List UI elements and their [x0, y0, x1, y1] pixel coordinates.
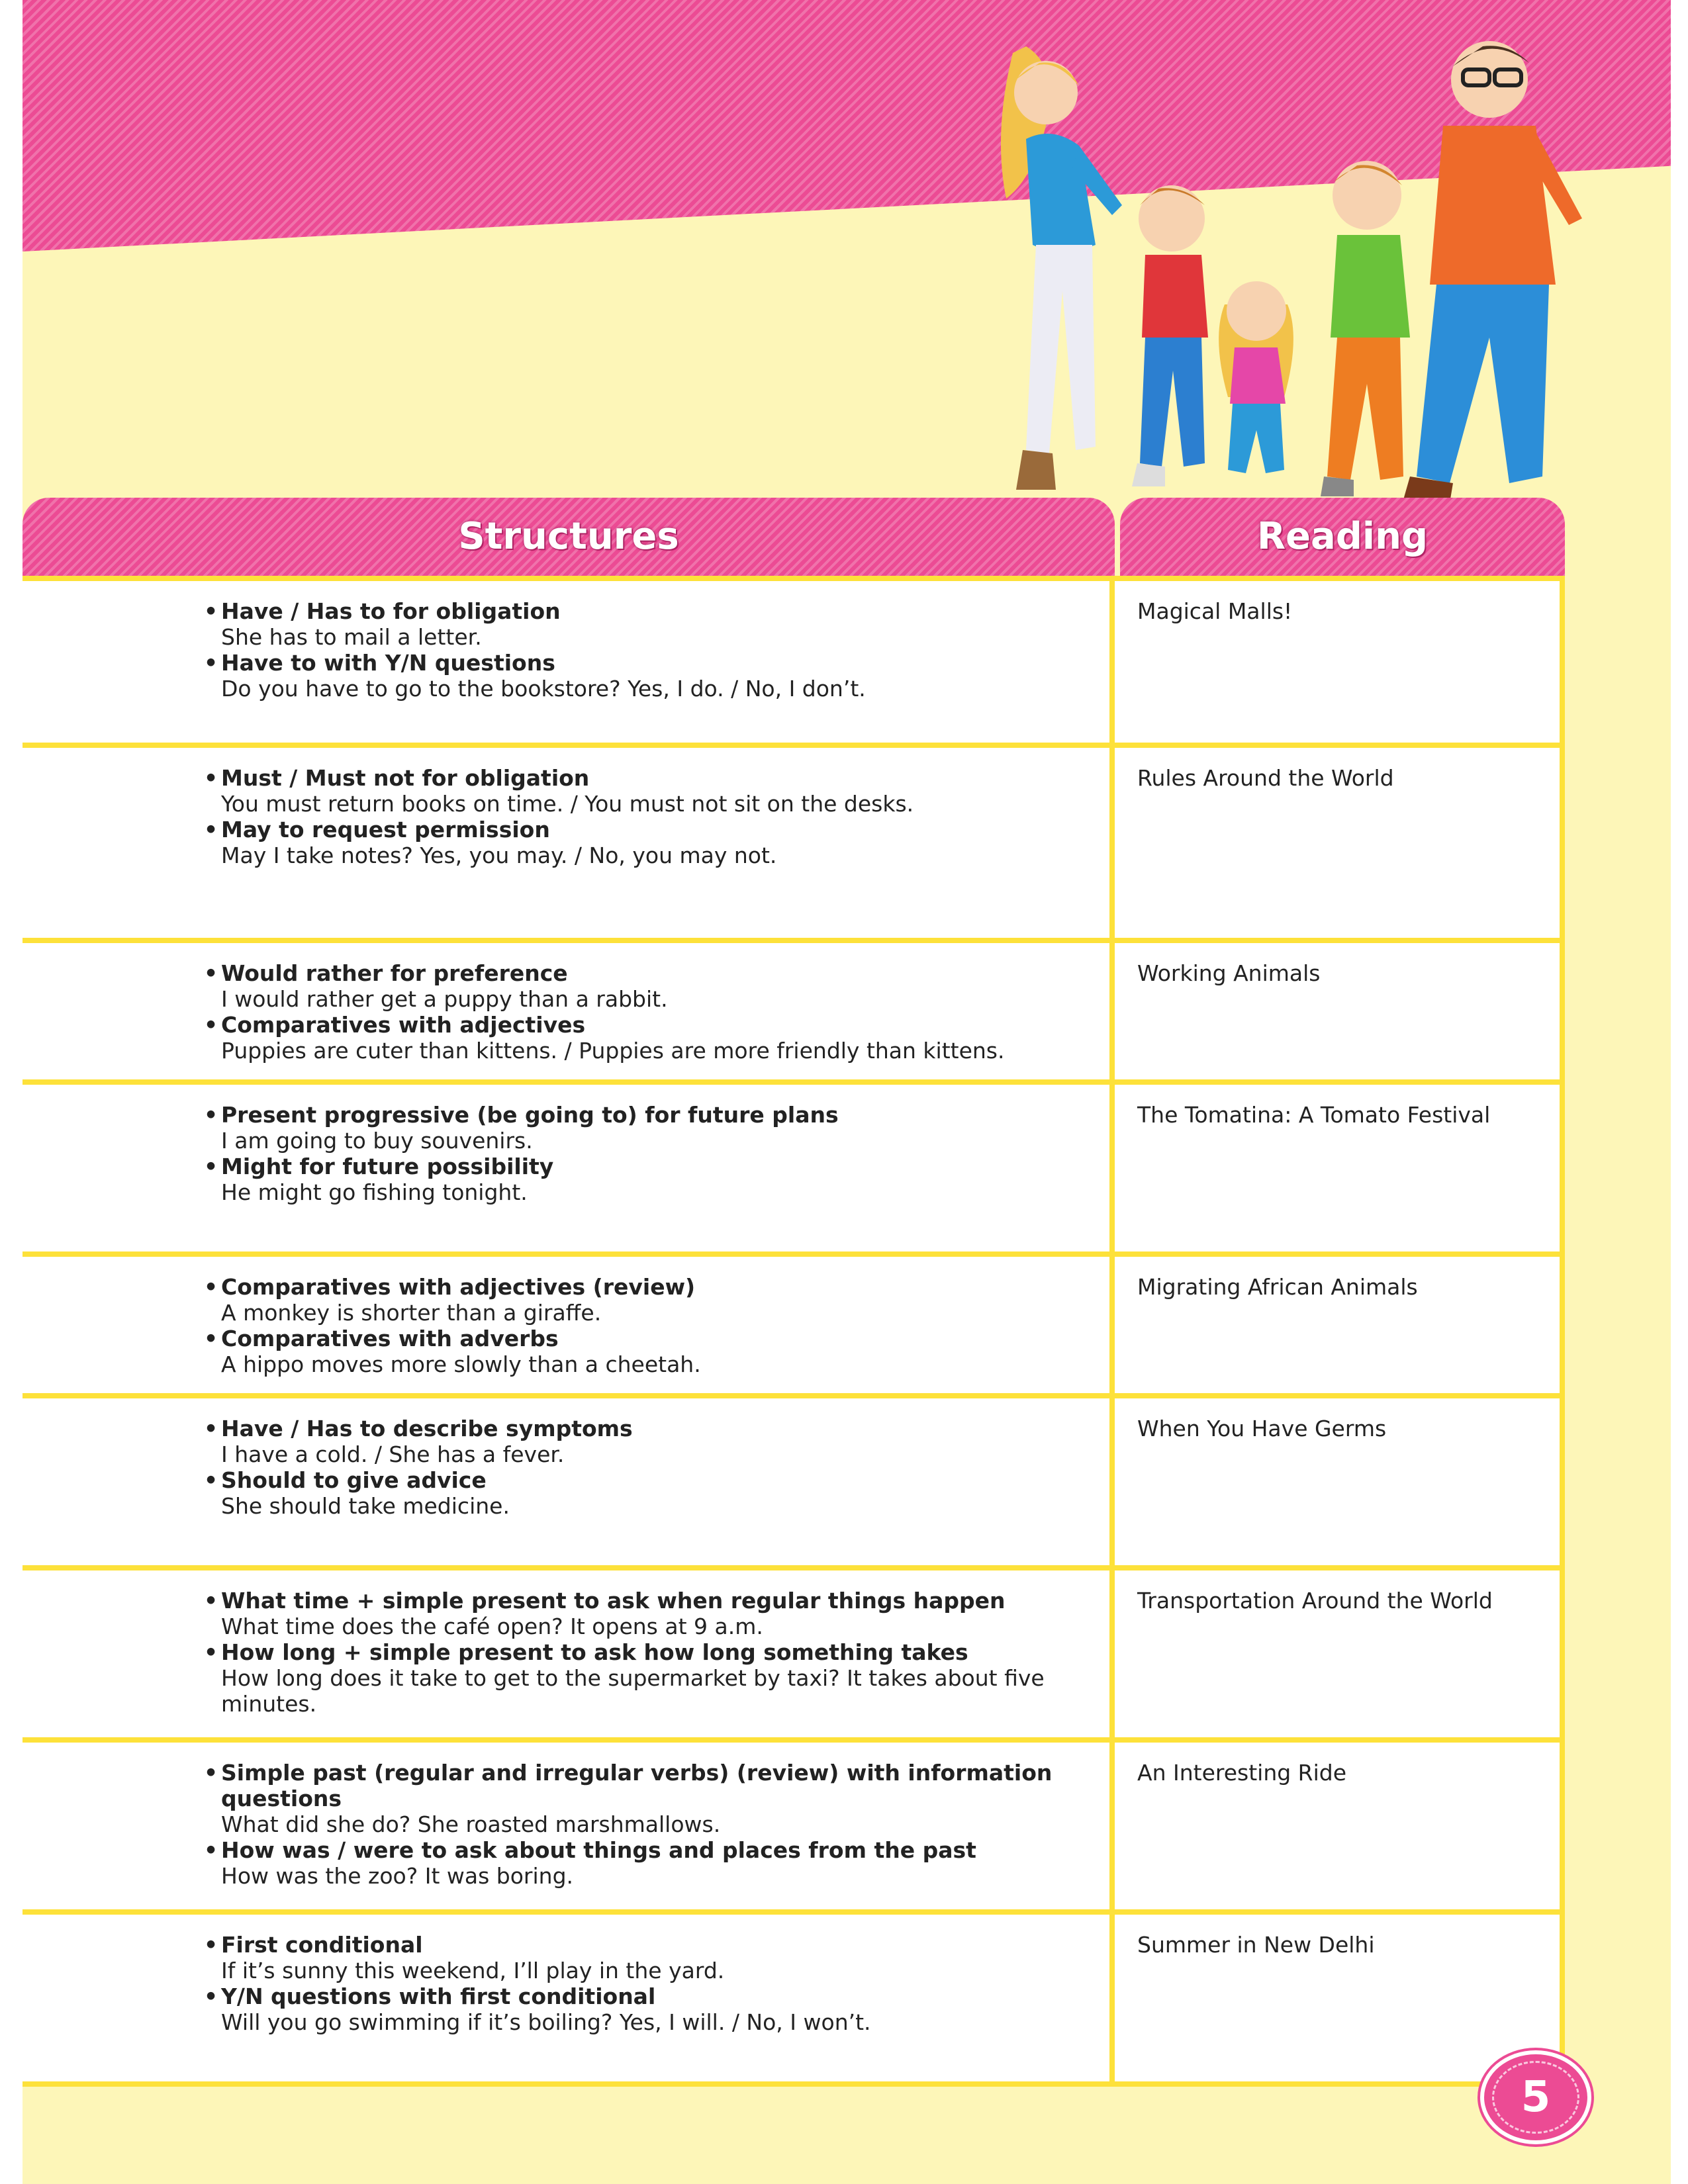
- structure-example: A monkey is shorter than a giraffe.: [221, 1300, 602, 1326]
- structures-cell: [23, 1743, 1115, 1909]
- table-body: [23, 576, 1565, 2087]
- structure-rule: Must / Must not for obligation: [221, 765, 590, 791]
- structure-rule: Y/N questions with first conditional: [221, 1983, 656, 2009]
- list-item: • Present progressive (be going to) for future plans: [204, 1102, 839, 1128]
- reading-cell: Summer in New Delhi: [1115, 1915, 1565, 2081]
- list-item: • First conditional: [204, 1932, 423, 1958]
- reading-cell: Magical Malls!: [1115, 581, 1565, 743]
- curriculum-table: [23, 498, 1565, 2087]
- structure-rule: Might for future possibility: [221, 1154, 554, 1179]
- list-item: • Comparatives with adjectives: [204, 1012, 586, 1038]
- structure-rule: Comparatives with adjectives (review): [221, 1274, 696, 1300]
- reading-cell: When You Have Germs: [1115, 1398, 1565, 1565]
- page-number: 5: [1480, 2050, 1591, 2144]
- structure-example: What did she do? She roasted marshmallows.: [221, 1811, 721, 1837]
- table-row: [23, 1079, 1565, 1251]
- structure-rule: Have to with Y/N questions: [221, 650, 555, 676]
- structures-cell: [23, 1915, 1115, 2081]
- table-row: [23, 1251, 1565, 1393]
- structure-rule: Have / Has to for obligation: [221, 598, 561, 624]
- reading-header: Reading: [1120, 498, 1565, 576]
- mother-figure: [1001, 46, 1122, 490]
- list-item: • Have / Has to for obligation: [204, 598, 561, 624]
- table-row: [23, 938, 1565, 1079]
- structure-example: I would rather get a puppy than a rabbit.: [221, 986, 668, 1012]
- reading-cell: Working Animals: [1115, 943, 1565, 1079]
- structure-example: I have a cold. / She has a fever.: [221, 1441, 565, 1467]
- structure-example: A hippo moves more slowly than a cheetah.: [221, 1351, 701, 1377]
- structure-example: How was the zoo? It was boring.: [221, 1863, 574, 1889]
- table-row: [23, 1737, 1565, 1909]
- list-item: • How was / were to ask about things and places from the past: [204, 1837, 976, 1863]
- structure-example: May I take notes? Yes, you may. / No, you may not.: [221, 842, 777, 868]
- list-item: • Should to give advice: [204, 1467, 487, 1493]
- structure-rule: Comparatives with adverbs: [221, 1326, 559, 1351]
- structures-header: Structures: [23, 498, 1115, 576]
- structures-cell: [23, 1570, 1115, 1737]
- structures-cell: [23, 1085, 1115, 1251]
- structure-example: What time does the café open? It opens at 9 a.m.: [221, 1614, 763, 1639]
- list-item: • Have / Has to describe symptoms: [204, 1416, 633, 1441]
- structure-rule: Present progressive (be going to) for future plans: [221, 1102, 839, 1128]
- structure-rule: How long + simple present to ask how long something takes: [221, 1639, 968, 1665]
- father-figure: [1403, 41, 1582, 503]
- list-item: • Comparatives with adverbs: [204, 1326, 559, 1351]
- structure-example: I am going to buy souvenirs.: [221, 1128, 533, 1154]
- table-row: [23, 1393, 1565, 1565]
- list-item: • How long + simple present to ask how long something takes: [204, 1639, 968, 1665]
- list-item: • May to request permission: [204, 817, 550, 842]
- structures-cell: [23, 1257, 1115, 1393]
- list-item: • Must / Must not for obligation: [204, 765, 590, 791]
- structures-cell: [23, 943, 1115, 1079]
- structure-example: Do you have to go to the bookstore? Yes, I do. / No, I don’t.: [221, 676, 866, 702]
- reading-cell: Rules Around the World: [1115, 748, 1565, 938]
- table-row: [23, 743, 1565, 938]
- list-item: • Y/N questions with first conditional: [204, 1983, 656, 2009]
- structure-rule: May to request permission: [221, 817, 550, 842]
- structure-rule: How was / were to ask about things and places from the past: [221, 1837, 976, 1863]
- structure-example: Will you go swimming if it’s boiling? Yes, I will. / No, I won’t.: [221, 2009, 871, 2035]
- reading-cell: Migrating African Animals: [1115, 1257, 1565, 1393]
- table-row: [23, 576, 1565, 743]
- structure-example: He might go fishing tonight.: [221, 1179, 528, 1205]
- structure-example: You must return books on time. / You must not sit on the desks.: [221, 791, 914, 817]
- reading-cell: An Interesting Ride: [1115, 1743, 1565, 1909]
- girl-figure: [1219, 281, 1293, 473]
- structure-rule: First conditional: [221, 1932, 423, 1958]
- structure-rule: Would rather for preference: [221, 960, 568, 986]
- list-item: • What time + simple present to ask when regular things happen: [204, 1588, 1006, 1614]
- structure-example: She should take medicine.: [221, 1493, 510, 1519]
- list-item: • Would rather for preference: [204, 960, 568, 986]
- structures-cell: [23, 1398, 1115, 1565]
- structure-rule: Comparatives with adjectives: [221, 1012, 586, 1038]
- list-item: • Simple past (regular and irregular verbs) (review) with information questions: [204, 1760, 1053, 1811]
- structure-rule: What time + simple present to ask when regular things happen: [221, 1588, 1006, 1614]
- older-boy-figure: [1321, 161, 1410, 496]
- reading-cell: The Tomatina: A Tomato Festival: [1115, 1085, 1565, 1251]
- table-header: [23, 498, 1565, 576]
- structure-example: Puppies are cuter than kittens. / Puppies are more friendly than kittens.: [221, 1038, 1005, 1064]
- structure-example: She has to mail a letter.: [221, 624, 482, 650]
- family-illustration: [986, 26, 1622, 516]
- list-item: • Comparatives with adjectives (review): [204, 1274, 696, 1300]
- table-row: [23, 1565, 1565, 1737]
- boy-figure: [1132, 185, 1208, 486]
- structure-example: If it’s sunny this weekend, I’ll play in the yard.: [221, 1958, 725, 1983]
- structures-cell: [23, 748, 1115, 938]
- table-row: [23, 1909, 1565, 2087]
- reading-cell: Transportation Around the World: [1115, 1570, 1565, 1737]
- list-item: • Have to with Y/N questions: [204, 650, 555, 676]
- structure-rule: Have / Has to describe symptoms: [221, 1416, 633, 1441]
- structure-example: How long does it take to get to the supermarket by taxi? It takes about five minutes.: [221, 1665, 1045, 1717]
- list-item: • Might for future possibility: [204, 1154, 554, 1179]
- structure-rule: Should to give advice: [221, 1467, 487, 1493]
- structure-rule: Simple past (regular and irregular verbs) (review) with information questions: [221, 1760, 1053, 1811]
- structures-cell: [23, 581, 1115, 743]
